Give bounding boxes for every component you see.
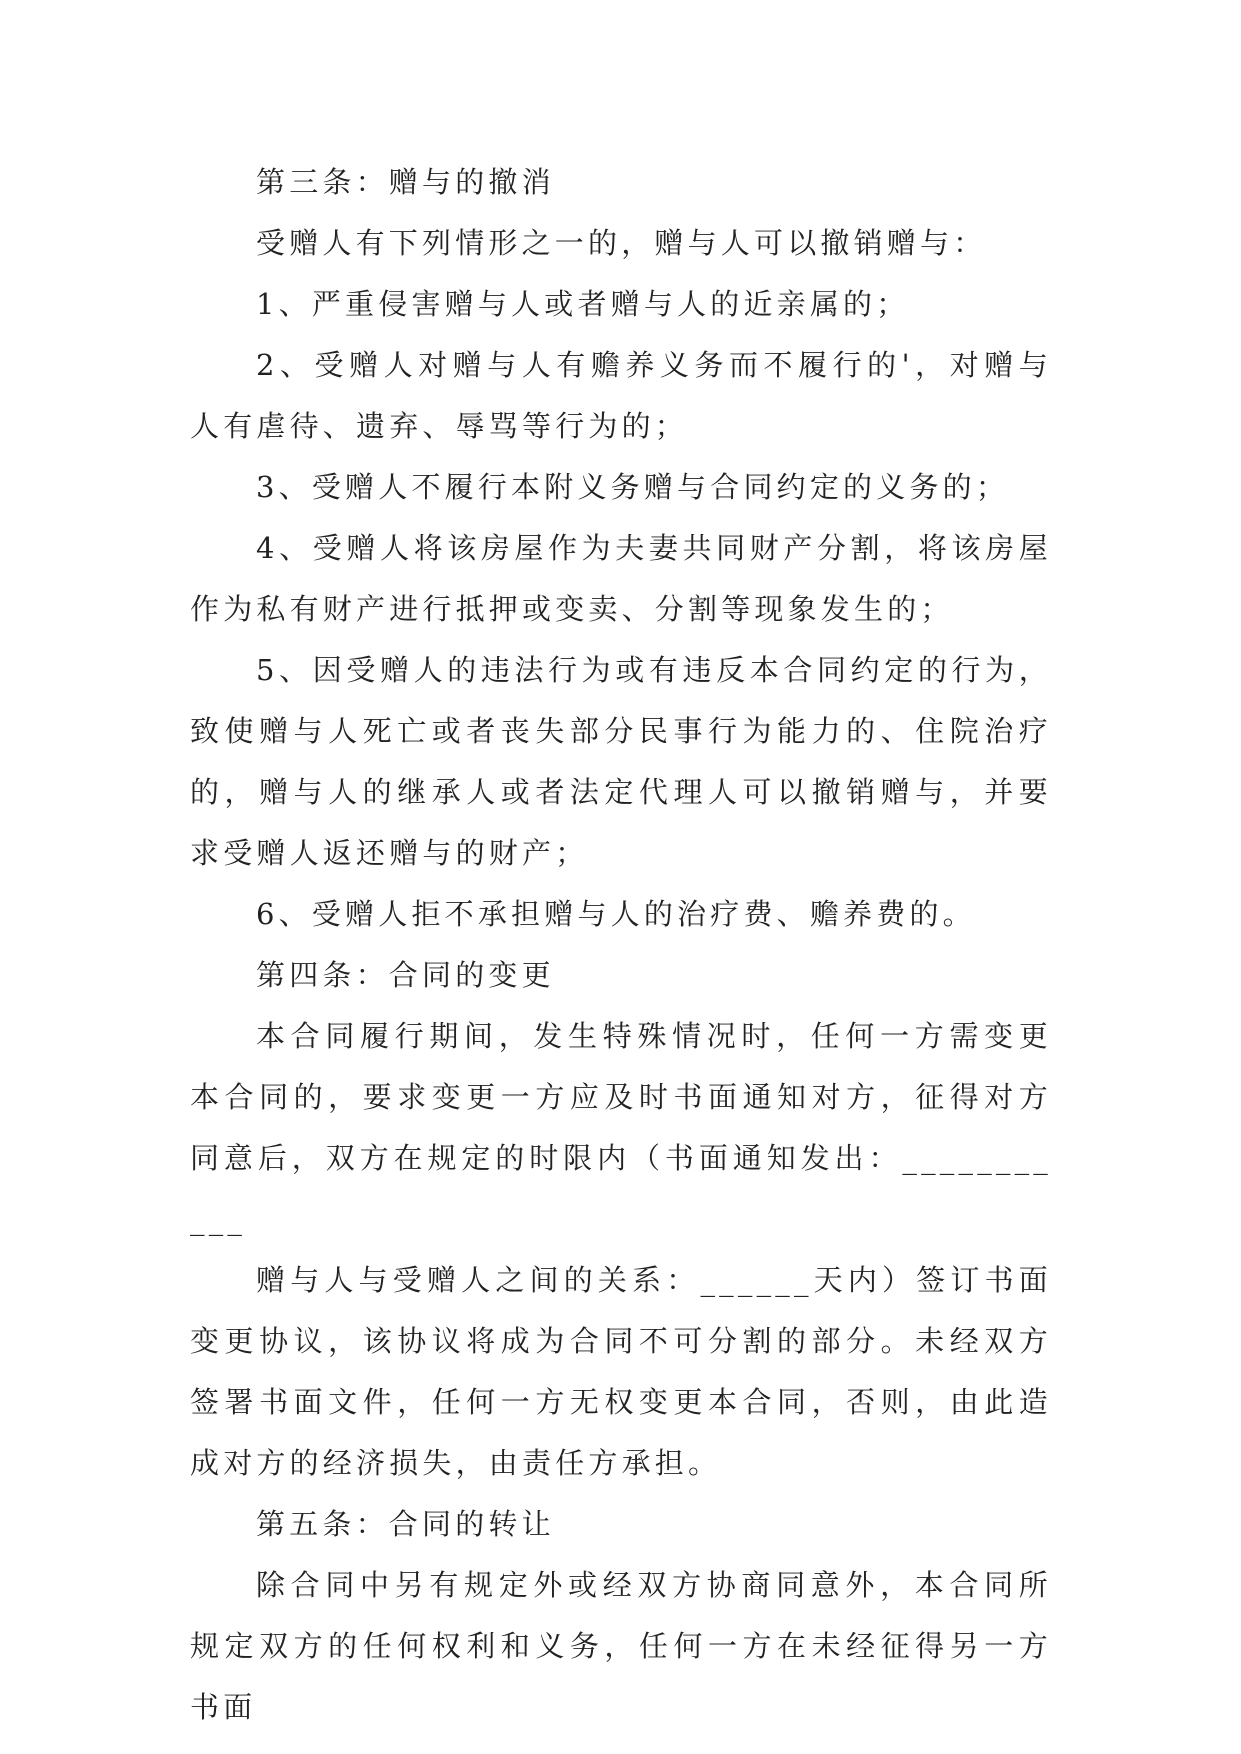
list-item-2: 2、受赠人对赠与人有赡养义务而不履行的'，对赠与人有虐待、遗弃、辱骂等行为的； (190, 348, 1052, 443)
document-page (190, 152, 1052, 1738)
paragraph-modification: 本合同履行期间，发生特殊情况时，任何一方需变更本合同的，要求变更一方应及时书面通知对方，征得对方同意后，双方在规定的时限内（书面通知发出：___________ (190, 1019, 1052, 1236)
list-item-6: 6、受赠人拒不承担赠与人的治疗费、赡养费的。 (256, 897, 976, 931)
list-item-4: 4、受赠人将该房屋作为夫妻共同财产分割，将该房屋作为私有财产进行抵押或变卖、分割等现象发生的； (190, 531, 1052, 626)
article-5-heading: 第五条：合同的转让 (256, 1507, 555, 1541)
article-3-heading: 第三条：赠与的撤消 (256, 165, 555, 199)
article-4-heading: 第四条：合同的变更 (256, 958, 555, 992)
list-item-5: 5、因受赠人的违法行为或有违反本合同约定的行为，致使赠与人死亡或者丧失部分民事行为能力的、住院治疗的，赠与人的继承人或者法定代理人可以撤销赠与，并要求受赠人返还赠与的财产； (190, 653, 1052, 870)
paragraph-modification-continued: 赠与人与受赠人之间的关系：______天内）签订书面变更协议，该协议将成为合同不可分割的部分。未经双方签署书面文件，任何一方无权变更本合同，否则，由此造成对方的经济损失，由责任方承担。 (190, 1263, 1052, 1480)
paragraph-transfer: 除合同中另有规定外或经双方协商同意外，本合同所规定双方的任何权利和义务，任何一方在未经征得另一方书面 (190, 1568, 1052, 1724)
paragraph-revocation-intro: 受赠人有下列情形之一的，赠与人可以撤销赠与： (256, 226, 987, 260)
list-item-3: 3、受赠人不履行本附义务赠与合同约定的义务的； (256, 470, 1010, 504)
list-item-1: 1、严重侵害赠与人或者赠与人的近亲属的； (256, 287, 910, 321)
